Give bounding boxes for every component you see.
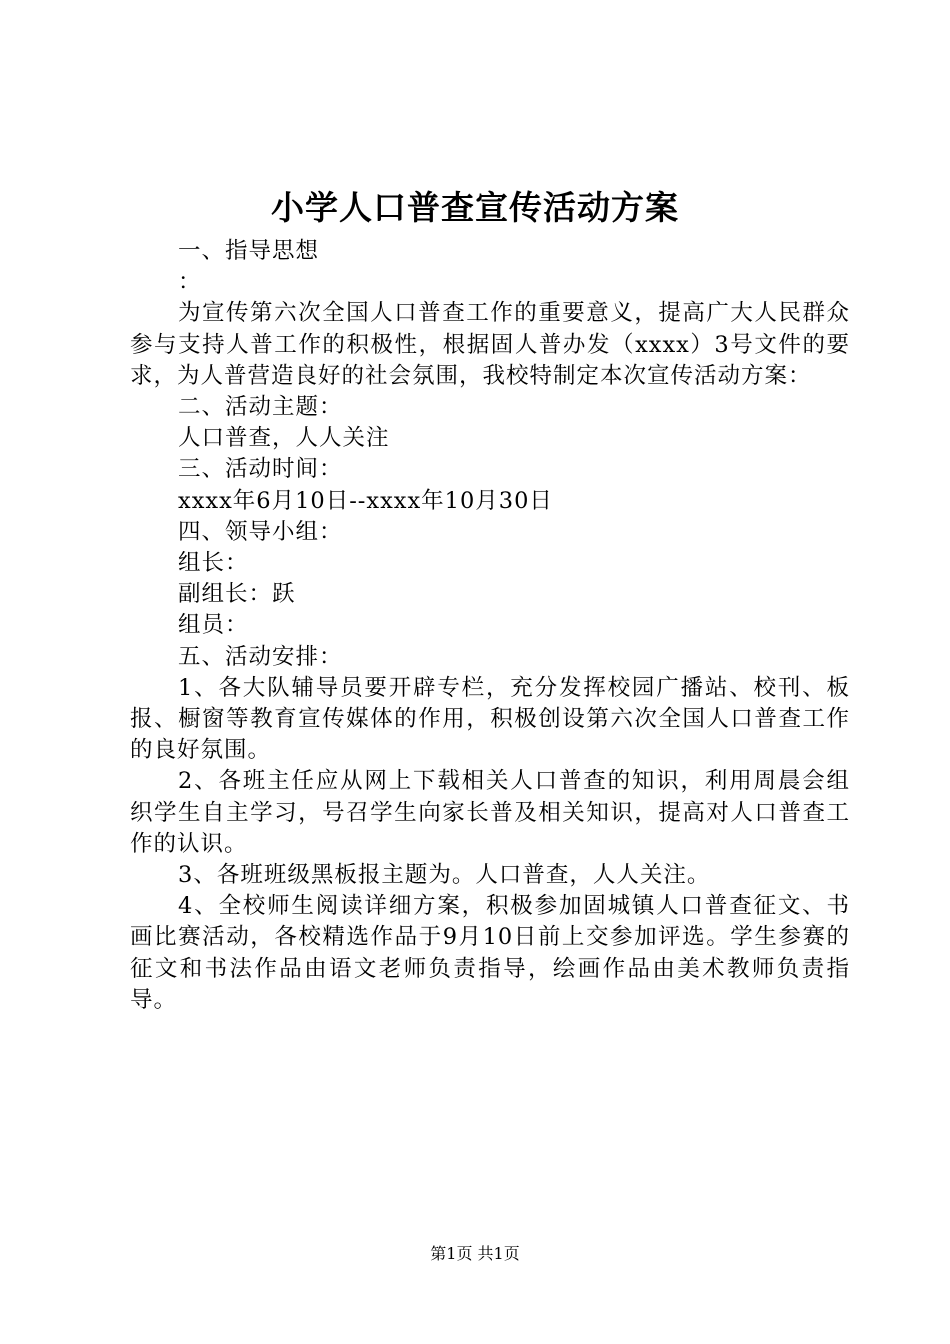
section-heading-time: 三、活动时间： <box>178 456 343 483</box>
document-body <box>130 236 850 1016</box>
section-heading-theme: 二、活动主题： <box>178 394 343 421</box>
arrangement-item-1: 1、各大队辅导员要开辟专栏，充分发挥校园广播站、校刊、板报、橱窗等教育宣传媒体的作用，积极创设第六次全国人口普查工作的良好氛围。 <box>130 674 850 764</box>
members-line: 组员： <box>178 612 249 639</box>
section-heading-leadership: 四、领导小组： <box>178 518 343 545</box>
section-heading-guiding-ideology: 一、指导思想 <box>178 238 320 264</box>
theme-text: 人口普查，人人关注 <box>178 425 390 452</box>
arrangement-item-2: 2、各班主任应从网上下载相关人口普查的知识，利用周晨会组织学生自主学习，号召学生向家长普及相关知识，提高对人口普查工作的认识。 <box>130 768 850 857</box>
page-footer: 第1页 共1页 <box>430 1244 520 1263</box>
arrangement-item-3: 3、各班班级黑板报主题为。人口普查，人人关注。 <box>178 862 711 889</box>
deputy-leader-line: 副组长：跃 <box>178 581 296 608</box>
section-heading-arrangements: 五、活动安排： <box>178 643 343 670</box>
time-text: xxxx年6月10日--xxxx年10月30日 <box>178 487 553 514</box>
arrangement-item-4: 4、全校师生阅读详细方案，积极参加固城镇人口普查征文、书画比赛活动，各校精选作品于9月10日前上交参加评选。学生参赛的征文和书法作品由语文老师负责指导，绘画作品由美术教师负责指导。 <box>130 893 850 1013</box>
document-title: 小学人口普查宣传活动方案 <box>271 188 679 227</box>
leader-line: 组长： <box>178 550 249 577</box>
paragraph-purpose: 为宣传第六次全国人口普查工作的重要意义，提高广大人民群众参与支持人普工作的积极性，根据固人普办发（xxxx）3号文件的要求，为人普营造良好的社会氛围，我校特制定本次宣传活动方案： <box>130 300 850 389</box>
stray-colon-line: ： <box>178 269 202 296</box>
